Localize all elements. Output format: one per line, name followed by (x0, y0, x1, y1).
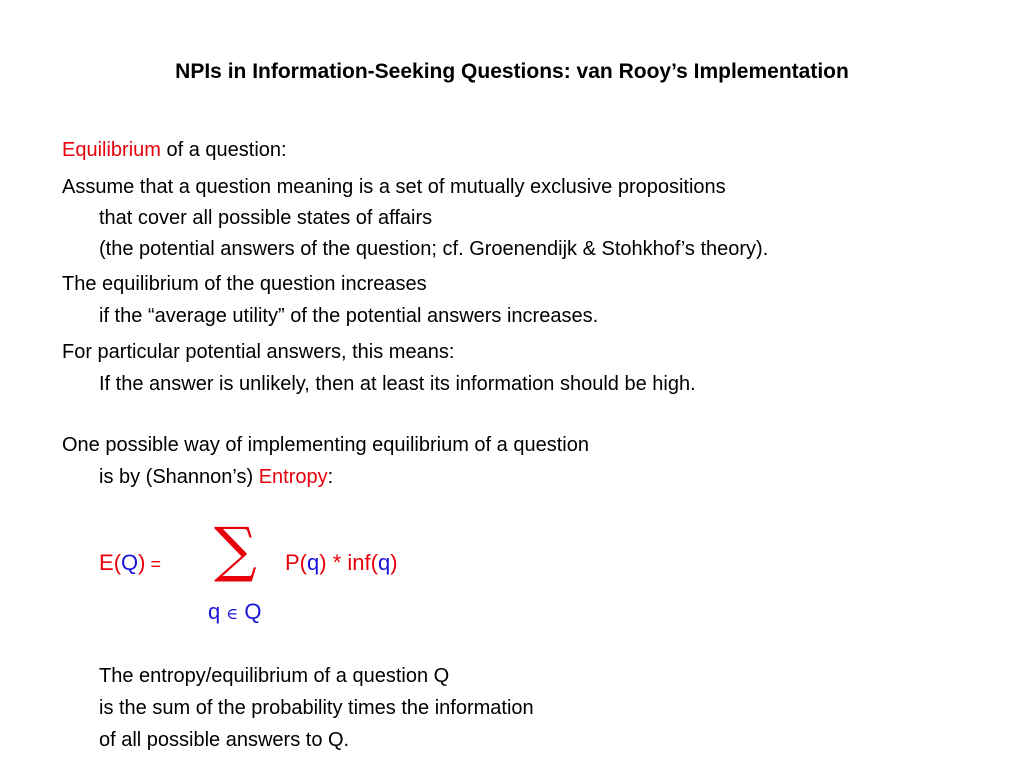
implementing-line-2-post: : (327, 466, 334, 488)
formula-close-paren: ) (138, 550, 146, 575)
conclusion-line-3: of all possible answers to Q. (99, 729, 350, 751)
assume-line-3: (the potential answers of the question; cf. Groenendijk & Stohkhof’s theory). (99, 238, 769, 260)
summation-sigma-icon: ∑ (214, 515, 257, 585)
formula-rhs (285, 551, 398, 575)
conclusion-line-1: The entropy/equilibrium of a question Q (99, 665, 450, 687)
formula-open-paren: ( (113, 550, 122, 575)
equilibrium-term: Equilibrium (62, 139, 161, 161)
implementing-line-1: One possible way of implementing equilibrium of a question (62, 434, 589, 456)
formula-q1: q (307, 550, 320, 575)
equilibrium-heading (62, 138, 287, 162)
formula-P: P( (285, 550, 307, 575)
formula-lhs (99, 551, 161, 576)
formula-inf: ) * inf( (319, 550, 378, 575)
element-of-icon: ∈ (226, 604, 239, 623)
conclusion-line-2: is the sum of the probability times the information (99, 697, 534, 719)
subscript-Q: Q (244, 599, 262, 624)
formula-rhs-close: ) (390, 550, 398, 575)
assume-line-1: Assume that a question meaning is a set of mutually exclusive propositions (62, 176, 726, 198)
assume-line-2: that cover all possible states of affairs (99, 207, 433, 229)
formula-E: E (99, 550, 114, 575)
equilibrium-heading-rest: of a question: (160, 139, 287, 161)
implementing-line-2 (99, 465, 333, 489)
summation-subscript (208, 600, 261, 626)
slide-title: NPIs in Information-Seeking Questions: van Rooy’s Implementation (175, 60, 849, 83)
means-line-1: For particular potential answers, this means: (62, 341, 455, 363)
entropy-term: Entropy (258, 466, 328, 488)
subscript-q: q (208, 599, 221, 624)
increase-line-2: if the “average utility” of the potential answers increases. (99, 305, 599, 327)
means-line-2: If the answer is unlikely, then at least its information should be high. (99, 373, 696, 395)
formula-equals: = (145, 554, 161, 574)
formula-Q: Q (121, 550, 139, 575)
increase-line-1: The equilibrium of the question increases (62, 273, 427, 295)
formula-q2: q (377, 550, 391, 575)
implementing-line-2-pre: is by (Shannon’s) (99, 466, 259, 488)
